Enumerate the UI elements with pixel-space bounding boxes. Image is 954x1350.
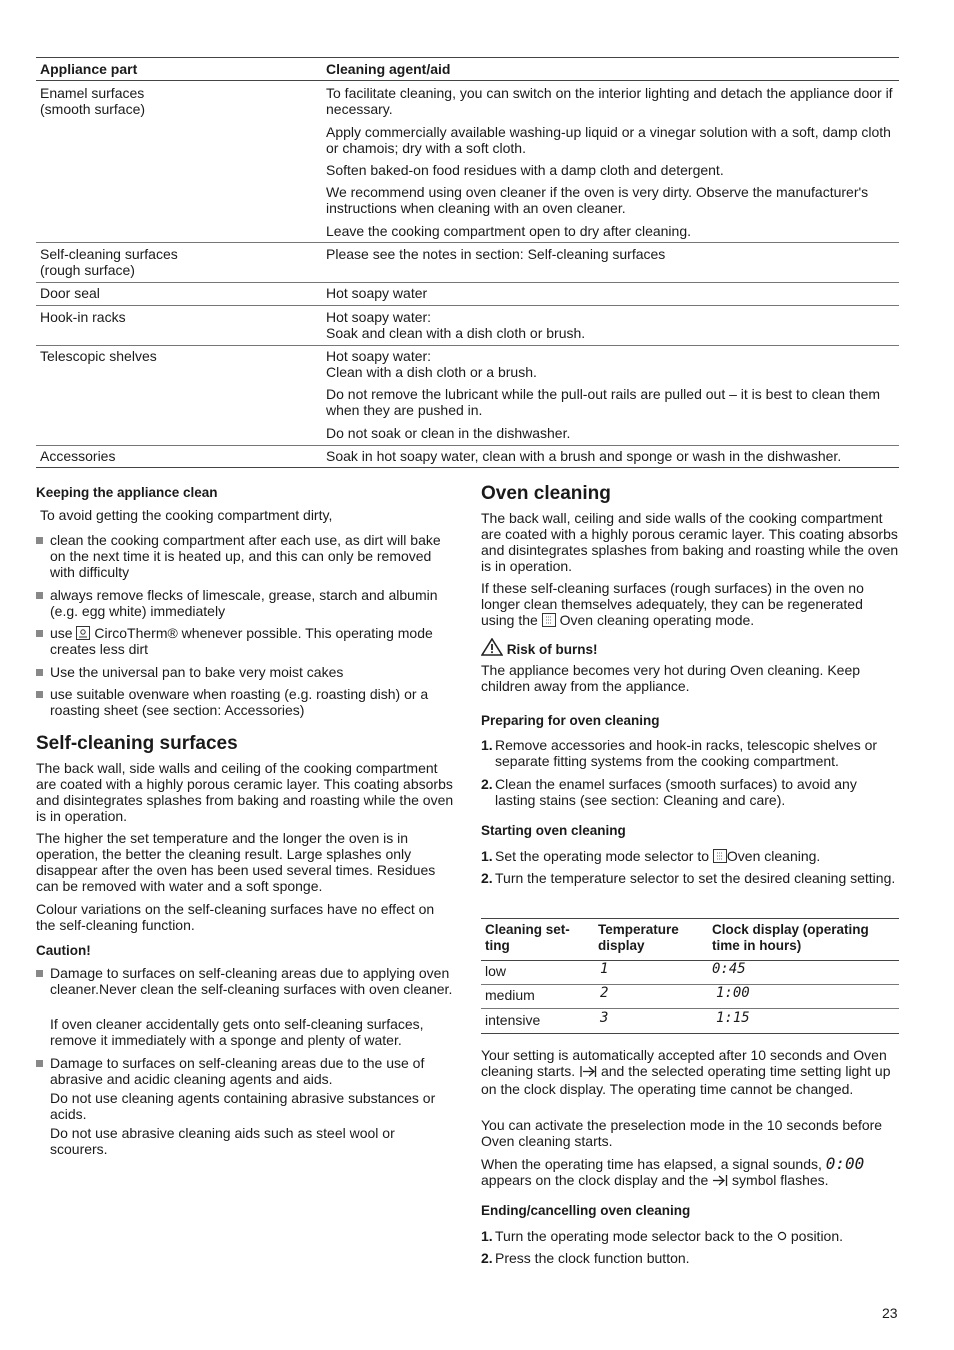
oven-cleaning-mode-icon: [713, 849, 727, 863]
table-row-agent: Do not remove the lubricant while the pull-out rails are pulled out – it is best to clean them when they are pushed in.: [326, 386, 881, 418]
table-row-rule: [36, 445, 899, 446]
small-table-row-rule: [481, 984, 899, 985]
list-item: [50, 1055, 454, 1087]
table-row-rule: [36, 305, 899, 306]
step-text: Oven cleaning.: [726, 848, 821, 864]
table-row-agent: Please see the notes in section: Self-cleaning surfaces: [326, 246, 666, 262]
agent-line: Soak and clean with a dish cloth or brush.: [326, 325, 586, 341]
small-table-header: Cleaning set-ting: [485, 922, 570, 953]
small-table-bottom-rule: [481, 1033, 899, 1034]
step-text: Turn the operating mode selector back to the: [495, 1228, 774, 1244]
table-row-rule: [36, 282, 899, 283]
step-text: Turn the temperature selector to set the desired cleaning setting.: [495, 870, 896, 886]
table-row-agent: [326, 348, 898, 380]
table-row-agent: [326, 309, 898, 341]
table-header-agent: Cleaning agent/aid: [326, 61, 451, 77]
oven-cleaning-p2: [481, 580, 899, 628]
step-number: 2.: [481, 1250, 493, 1266]
table-row-part: Accessories: [40, 448, 116, 464]
step-number: 1.: [481, 737, 493, 753]
table-cell: medium: [485, 987, 535, 1003]
bullet-icon: [36, 691, 43, 698]
table-cell: low: [485, 963, 507, 979]
self-cleaning-p1: The back wall, side walls and ceiling of the cooking compartment are coated with a highly porous ceramic layer. This coating absorbs and disintegrates splashes from baking and roasting while the oven is in operation.: [36, 760, 454, 824]
oven-cleaning-mode-icon: [542, 613, 556, 627]
after-setting-p3: [481, 1156, 899, 1190]
ending-heading: Ending/cancelling oven cleaning: [481, 1203, 691, 1218]
step-text: position.: [790, 1228, 844, 1244]
text-run: Oven cleaning operating mode.: [559, 612, 755, 628]
off-position-icon: [777, 1228, 787, 1244]
list-item: [481, 776, 899, 808]
table-row-rule: [36, 345, 899, 346]
risk-text: The appliance becomes very hot during Oven cleaning. Keep children away from the appliance.: [481, 662, 861, 694]
self-cleaning-heading: Self-cleaning surfaces: [36, 733, 238, 754]
table-cell: 3: [600, 1010, 609, 1026]
keeping-clean-intro: To avoid getting the cooking compartment dirty,: [40, 507, 333, 523]
caution2-detail: Do not use cleaning agents containing abrasive substances or acids.: [50, 1090, 436, 1122]
time-arrow-icon: [579, 1065, 597, 1081]
text-run: Your setting is automatically accepted after 10 seconds and Oven cleaning starts.: [481, 1047, 887, 1079]
end-arrow-icon: [712, 1174, 728, 1190]
table-bottom-rule: [36, 467, 899, 468]
caution1-detail: If oven cleaner accidentally gets onto self-cleaning surfaces, remove it immediately with a sponge and plenty of water.: [50, 1016, 424, 1048]
table-row-agent: Leave the cooking compartment open to dry after cleaning.: [326, 223, 691, 239]
list-item: [481, 1228, 899, 1244]
list-item: [50, 587, 450, 619]
agent-line: Hot soapy water:: [326, 309, 432, 325]
text-run: If these self-cleaning surfaces (rough surfaces) in the oven no longer clean themselves adequately, they can be regenerated using the: [481, 580, 864, 628]
small-table-header: Temperature display: [598, 922, 679, 953]
preparing-heading: Preparing for oven cleaning: [481, 713, 660, 728]
bullet-text: use: [50, 625, 73, 641]
table-cell: 0:45: [712, 961, 746, 977]
step-text: Remove accessories and hook-in racks, telescopic shelves or separate fitting systems from the cooking compartment.: [495, 737, 878, 769]
table-row-agent: We recommend using oven cleaner if the oven is very dirty. Observe the manufacturer's instructions when cleaning with an oven cleaner.: [326, 184, 869, 216]
bullet-icon: [36, 592, 43, 599]
bullet-text: CircoTherm® whenever possible. This operating mode creates less dirt: [50, 625, 433, 657]
warning-icon: [481, 638, 503, 659]
page-number: 23: [882, 1305, 898, 1321]
starting-heading: Starting oven cleaning: [481, 823, 626, 838]
circotherm-icon: [76, 626, 90, 640]
agent-line: Clean with a dish cloth or a brush.: [326, 364, 537, 380]
oven-cleaning-p1: The back wall, ceiling and side walls of the cooking compartment are coated with a highly porous ceramic layer. This coating absorbs and disintegrates splashes from baking and roasting while the oven is in operation.: [481, 510, 899, 574]
text-run: symbol flashes.: [732, 1172, 829, 1188]
self-cleaning-p2: The higher the set temperature and the longer the oven is in operation, the better the cleaning result. Large splashes only disappear after the oven has been used several times. Residues can be removed with water and a soft sponge.: [36, 830, 436, 894]
agent-line: Hot soapy water:: [326, 348, 432, 364]
table-top-rule: [36, 57, 899, 58]
step-number: 1.: [481, 848, 493, 864]
table-row-part: Telescopic shelves: [40, 348, 157, 364]
list-item: [481, 870, 899, 886]
small-table-row-rule: [481, 1008, 899, 1009]
table-row-part: [40, 246, 310, 278]
table-cell: 1: [600, 961, 609, 977]
step-text: Press the clock function button.: [495, 1250, 690, 1266]
table-header-part: Appliance part: [40, 61, 138, 77]
table-row-part: Door seal: [40, 285, 100, 301]
table-row-part: [40, 85, 310, 117]
bullet-text: use suitable ovenware when roasting (e.g. roasting dish) or a roasting sheet (see section: Accessories): [50, 686, 429, 718]
caution-heading: Caution!: [36, 943, 91, 958]
bullet-text: Damage to surfaces on self-cleaning areas due to the use of abrasive and acidic cleaning agents and aids.: [50, 1055, 425, 1087]
text-run: and the selected operating time setting light up on the clock display. The operating time cannot be changed.: [481, 1063, 891, 1097]
bullet-icon: [36, 970, 43, 977]
list-item: [481, 848, 899, 864]
list-item: [481, 1250, 899, 1266]
table-row-part: Hook-in racks: [40, 309, 126, 325]
small-table-top-rule: [481, 918, 899, 919]
text-run: appears on the clock display and the: [481, 1172, 709, 1188]
table-row-rule: [36, 242, 899, 243]
bullet-text: always remove flecks of limescale, grease, starch and albumin (e.g. egg white) immediately: [50, 587, 438, 619]
list-item: [50, 686, 454, 718]
list-item: [50, 625, 450, 657]
self-cleaning-p3: Colour variations on the self-cleaning surfaces have no effect on the self-cleaning function.: [36, 901, 435, 933]
after-setting-p1: [481, 1047, 899, 1097]
bullet-text: Use the universal pan to bake very moist cakes: [50, 664, 344, 680]
oven-cleaning-heading: Oven cleaning: [481, 483, 611, 504]
step-text: Set the operating mode selector to: [495, 848, 710, 864]
step-number: 2.: [481, 870, 493, 886]
step-text: Clean the enamel surfaces (smooth surfaces) to avoid any lasting stains (see section: Cleaning and care).: [495, 776, 857, 808]
bullet-icon: [36, 537, 43, 544]
text-run: When the operating time has elapsed, a signal sounds,: [481, 1156, 822, 1172]
table-row-agent: Hot soapy water: [326, 285, 428, 301]
clock-display-readout: 0:00: [825, 1154, 865, 1173]
bullet-icon: [36, 1060, 43, 1067]
part-line: (smooth surface): [40, 101, 146, 117]
risk-heading: Risk of burns!: [506, 642, 598, 657]
table-row-agent: Do not soak or clean in the dishwasher.: [326, 425, 571, 441]
list-item: [50, 664, 450, 680]
part-line: Self-cleaning surfaces: [40, 246, 178, 262]
bullet-text: Damage to surfaces on self-cleaning areas due to applying oven cleaner.Never clean the self-cleaning surfaces with oven cleaner.: [50, 965, 453, 997]
part-line: (rough surface): [40, 262, 135, 278]
part-line: Enamel surfaces: [40, 85, 145, 101]
table-row-agent: To facilitate cleaning, you can switch on the interior lighting and detach the appliance door if necessary.: [326, 85, 893, 117]
table-cell: 1:15: [716, 1010, 750, 1026]
small-table-header-rule: [481, 960, 899, 961]
table-header-rule: [36, 80, 899, 81]
table-cell: 2: [600, 985, 609, 1001]
step-number: 2.: [481, 776, 493, 792]
list-item: [481, 737, 899, 769]
table-cell: 1:00: [716, 985, 750, 1001]
small-table-header: Clock display (operating time in hours): [712, 922, 869, 953]
list-item: [50, 532, 450, 580]
bullet-text: clean the cooking compartment after each use, as dirt will bake on the next time it is heated up, and this can only be removed with difficulty: [50, 532, 441, 580]
table-row-agent: Apply commercially available washing-up liquid or a vinegar solution with a soft, damp cloth or chamois; dry with a soft cloth.: [326, 124, 891, 156]
table-cell: intensive: [485, 1012, 541, 1028]
keeping-clean-heading: Keeping the appliance clean: [36, 485, 218, 500]
list-item: [50, 965, 454, 997]
bullet-icon: [36, 669, 43, 676]
step-number: 1.: [481, 1228, 493, 1244]
caution2-detail: Do not use abrasive cleaning aids such as steel wool or scourers.: [50, 1125, 395, 1157]
table-row-agent: Soften baked-on food residues with a damp cloth and detergent.: [326, 162, 724, 178]
risk-heading-row: [481, 638, 598, 659]
bullet-icon: [36, 630, 43, 637]
after-setting-p2: You can activate the preselection mode in the 10 seconds before Oven cleaning starts.: [481, 1117, 883, 1149]
table-row-agent: Soak in hot soapy water, clean with a brush and sponge or wash in the dishwasher.: [326, 448, 842, 464]
